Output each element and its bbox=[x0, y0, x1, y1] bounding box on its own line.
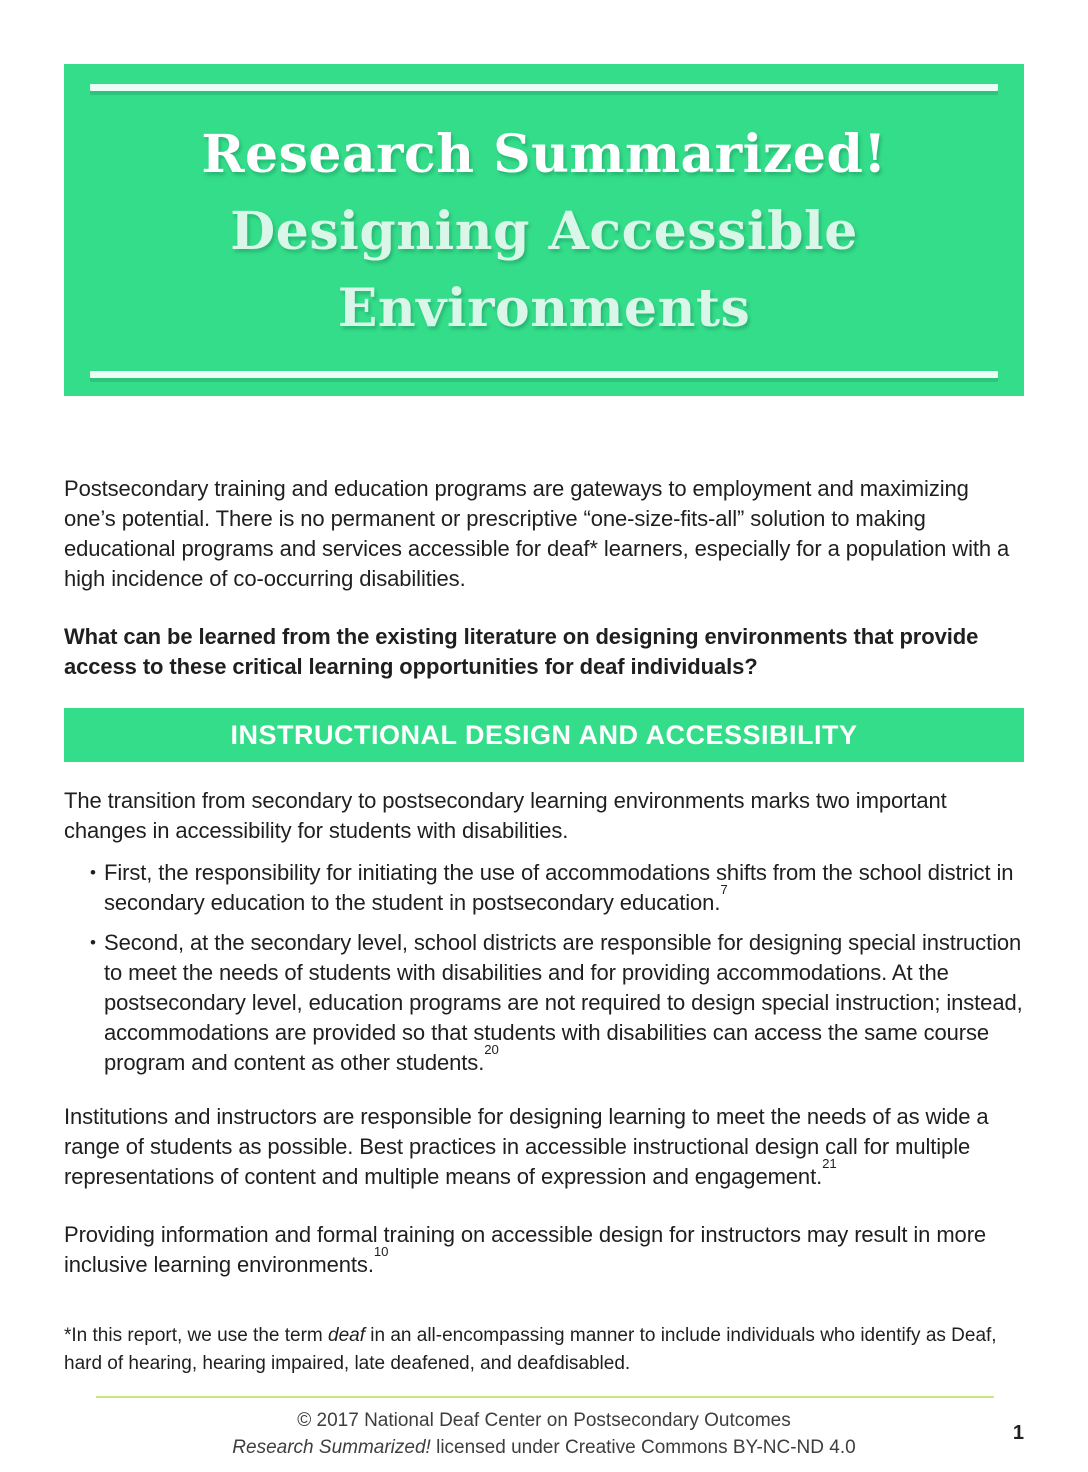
section-heading-band bbox=[64, 708, 1024, 762]
title-line-1: Research Summarized! bbox=[201, 123, 887, 185]
paragraph-text: Institutions and instructors are responsible for designing learning to meet the needs of as wide a range of students as possible. Best practices in accessible instructional design call for multiple representations of content and multiple means of expression and engagement. bbox=[64, 1104, 989, 1189]
paragraph-text: Providing information and formal training on accessible design for instructors may result in more inclusive learning environments. bbox=[64, 1222, 987, 1277]
banner-bottom-rule bbox=[90, 371, 998, 378]
footnote-ref: 7 bbox=[720, 882, 728, 898]
intro-paragraph: Postsecondary training and education programs are gateways to employment and maximizing one’s potential. There is no permanent or prescriptive “one-size-fits-all” solution to making educational programs and services accessible for deaf* learners, especially for a population with a high incidence of co-occurring disabilities. bbox=[64, 476, 1010, 591]
footnote-suffix: in an all-encompassing manner to include individuals who identify as Deaf, hard of hearing, hearing impaired, late deafened, and deafdisabled. bbox=[64, 1325, 997, 1374]
footnote-ref: 20 bbox=[484, 1042, 499, 1058]
banner-top-rule bbox=[90, 84, 998, 91]
page-number: 1 bbox=[1012, 1422, 1024, 1444]
bullet-text-body: Second, at the secondary level, school districts are responsible for designing special instruction to meet the needs of students with disabilities and for providing accommodations. At the postsecondary level, education programs are not required to design special instruction; instead, accommodations are provided so that students with disabilities can access the same course program and content as other students. bbox=[104, 930, 1023, 1075]
bullet-text bbox=[104, 858, 1024, 918]
footnote-term: deaf bbox=[328, 1325, 365, 1346]
page-body bbox=[64, 474, 1024, 1461]
footnote-prefix: *In this report, we use the term bbox=[64, 1325, 329, 1346]
bullet-text bbox=[104, 928, 1024, 1078]
page-footer bbox=[64, 1407, 1024, 1461]
license-line bbox=[64, 1434, 1024, 1461]
bullet-item bbox=[64, 928, 1024, 1078]
document-title bbox=[90, 91, 998, 371]
footnote bbox=[64, 1322, 1024, 1378]
research-question: What can be learned from the existing literature on designing environments that provide access to these critical learning opportunities for deaf individuals? bbox=[64, 624, 979, 679]
copyright-line: © 2017 National Deaf Center on Postsecondary Outcomes bbox=[297, 1410, 791, 1431]
title-banner bbox=[64, 64, 1024, 396]
bullet-marker: • bbox=[90, 863, 96, 882]
section-heading: INSTRUCTIONAL DESIGN AND ACCESSIBILITY bbox=[230, 719, 858, 750]
footnote-ref: 21 bbox=[822, 1156, 837, 1172]
title-line-3: Environments bbox=[337, 277, 751, 339]
footer-rule bbox=[96, 1396, 994, 1398]
body-paragraph bbox=[64, 1102, 1024, 1192]
bullet-list bbox=[64, 858, 1024, 1078]
body-paragraph bbox=[64, 1220, 1024, 1280]
section-lead-paragraph: The transition from secondary to postsecondary learning environments marks two important changes in accessibility for students with disabilities. bbox=[64, 788, 947, 843]
bullet-item bbox=[64, 858, 1024, 918]
document-page bbox=[0, 64, 1088, 1472]
license-rest: licensed under Creative Commons BY-NC-ND 4.0 bbox=[430, 1437, 856, 1458]
license-title: Research Summarized! bbox=[232, 1437, 431, 1458]
bullet-marker: • bbox=[90, 933, 96, 952]
title-line-2: Designing Accessible bbox=[230, 200, 858, 262]
footnote-ref: 10 bbox=[373, 1244, 389, 1260]
bullet-text-body: First, the responsibility for initiating the use of accommodations shifts from the school district in secondary education to the student in postsecondary education. bbox=[104, 860, 1014, 915]
